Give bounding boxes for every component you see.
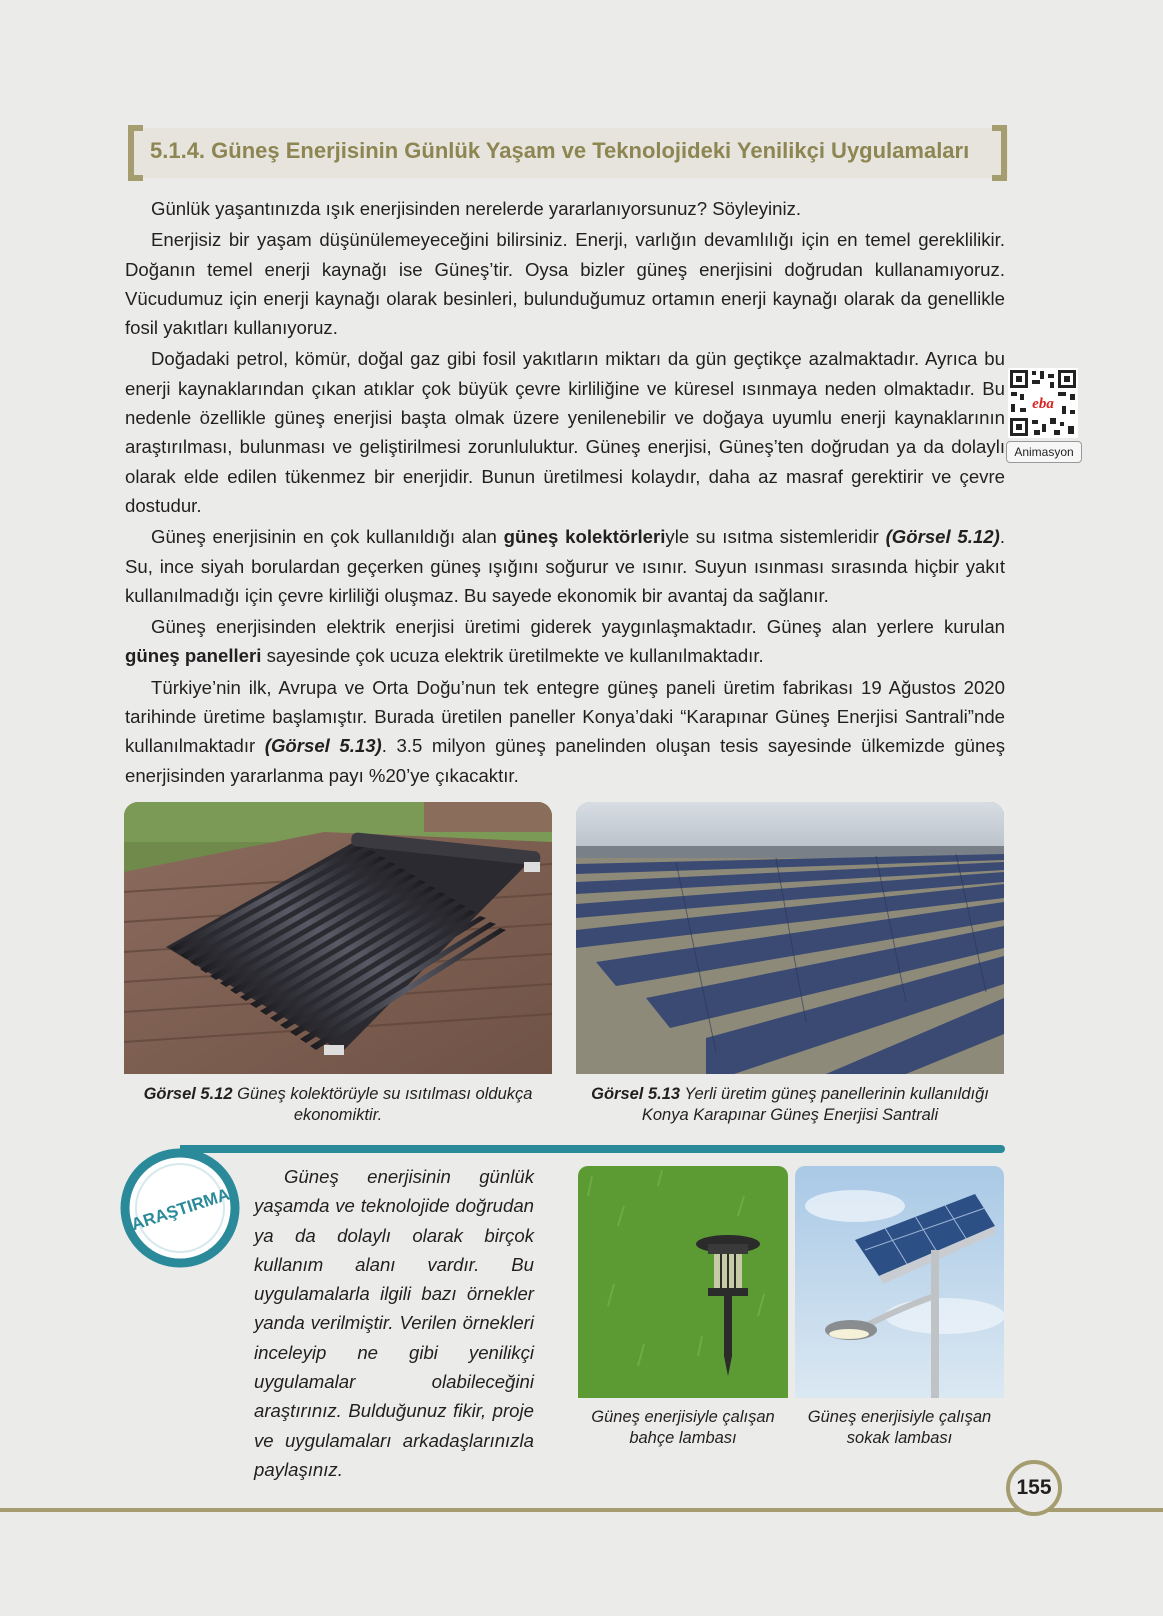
qr-code[interactable]: [1008, 368, 1078, 438]
paragraph-5: Güneş enerjisinden elektrik enerjisi üretimi giderek yaygınlaşmaktadır. Güneş alan yerlere kurulan güneş panelleri sayesinde çok ucuza elektrik üretilmekte ve kullanılmaktadır.: [125, 616, 1005, 667]
eba-logo: eba: [1032, 396, 1054, 412]
research-divider: [180, 1145, 1005, 1153]
research-text: Güneş enerjisinin günlük yaşamda ve teknolojide doğrudan ya da dolaylı olarak birçok kullanım alanı vardır. Bu uygulamalarla ilgili bazı örnekler yanda verilmiştir. Verilen örnekleri inceleyip ne gibi yenilikçi uygulamalar olabileceğini araştırınız. Bulduğunuz fikir, proje ve uygulamaları arkadaşlarınızla paylaşınız.: [254, 1166, 534, 1480]
paragraph-3: Doğadaki petrol, kömür, doğal gaz gibi fosil yakıtların miktarı da gün geçtikçe azalmaktadır. Ayrıca bu enerji kaynaklarından çıkan atıklar çok büyük çevre kirliliğine ve küresel ısınmaya neden olmaktadır. Bu nedenle özellikle güneş enerjisi başta olmak üzere yenilenebilir ve doğaya uyumlu enerji kaynaklarının araştırılması, bulunması ve geliştirilmesi zorunluluktur. Güneş enerjisi, Güneş’ten doğrudan ya da dolaylı olarak elde edilen tükenmez bir enerjidir. Bunun üretilmesi kolaydır, daha az masraf gerektirir ve çevre dostudur.: [125, 348, 1005, 516]
qr-label[interactable]: Animasyon: [1006, 441, 1082, 463]
figure-ref-5-12: (Görsel 5.12): [885, 526, 1000, 548]
heading-bracket-left: [128, 125, 143, 181]
paragraph-4: Güneş enerjisinin en çok kullanıldığı alan güneş kolektörleriyle su ısıtma sistemleridir (Görsel 5.12). Su, ince siyah borulardan geçerken güneş ışığını soğurur ve ısınır. Suyun ısınması sırasında hiçbir yakıt kullanılmadığı için çevre kirliliği oluşmaz. Bu sayede ekonomik bir avantaj da sağlanır.: [125, 526, 1005, 606]
caption-street-lamp: Güneş enerjisiyle çalışan sokak lambası: [807, 1408, 992, 1447]
caption-garden-lamp: Güneş enerjisiyle çalışan bahçe lambası: [591, 1408, 775, 1447]
body-text: [125, 194, 1005, 790]
heading-bracket-right: [992, 125, 1007, 181]
term-panel: güneş panelleri: [125, 645, 262, 667]
caption-5-12: Görsel 5.12 Güneş kolektörüyle su ısıtılması oldukça ekonomiktir.: [143, 1085, 533, 1124]
section-title: 5.1.4. Güneş Enerjisinin Günlük Yaşam ve Teknolojideki Yenilikçi Uygulamaları: [150, 138, 970, 163]
footer-line: [0, 1508, 1163, 1512]
photo-solar-collector: [124, 802, 552, 1074]
page-number: 155: [1006, 1460, 1062, 1516]
research-badge-text: ARAŞTIRMA: [129, 1184, 232, 1235]
paragraph-2: Enerjisiz bir yaşam düşünülemeyeceğini bilirsiniz. Enerji, varlığın devamlılığı için en temel gereklilikir. Doğanın temel enerji kaynağı ise Güneş’tir. Oysa bizler güneş enerjisini doğrudan kullanamıyoruz. Vücudumuz için enerji kaynağı olarak besinleri, bulunduğumuz ortamın enerji kaynağı olarak da genellikle fosil yakıtları kullanıyoruz.: [125, 229, 1005, 339]
photo-solar-farm: [576, 802, 1004, 1074]
paragraph-6: Türkiye’nin ilk, Avrupa ve Orta Doğu’nun tek entegre güneş paneli üretim fabrikası 19 Ağustos 2020 tarihinde üretime başlamıştır. Burada üretilen paneller Konya’daki “Karapınar Güneş Enerjisi Santrali”nde kullanılmaktadır (Görsel 5.13). 3.5 milyon güneş panelinden oluşan tesis sayesinde ülkemizde güneş enerjisinden yararlanma payı %20’ye çıkacaktır.: [125, 676, 1005, 786]
term-kolektor: güneş kolektörleri: [503, 526, 666, 548]
caption-5-13: Görsel 5.13 Yerli üretim güneş panellerinin kullanıldığı Konya Karapınar Güneş Enerjisi Santrali: [591, 1085, 989, 1124]
figure-ref-5-13: (Görsel 5.13): [264, 735, 382, 757]
paragraph-1: Günlük yaşantınızda ışık enerjisinden nerelerde yararlanıyorsunuz? Söyleyiniz.: [151, 198, 802, 219]
photo-street-lamp: [795, 1166, 1004, 1398]
photo-garden-lamp: [578, 1166, 788, 1398]
research-badge: [119, 1147, 241, 1269]
